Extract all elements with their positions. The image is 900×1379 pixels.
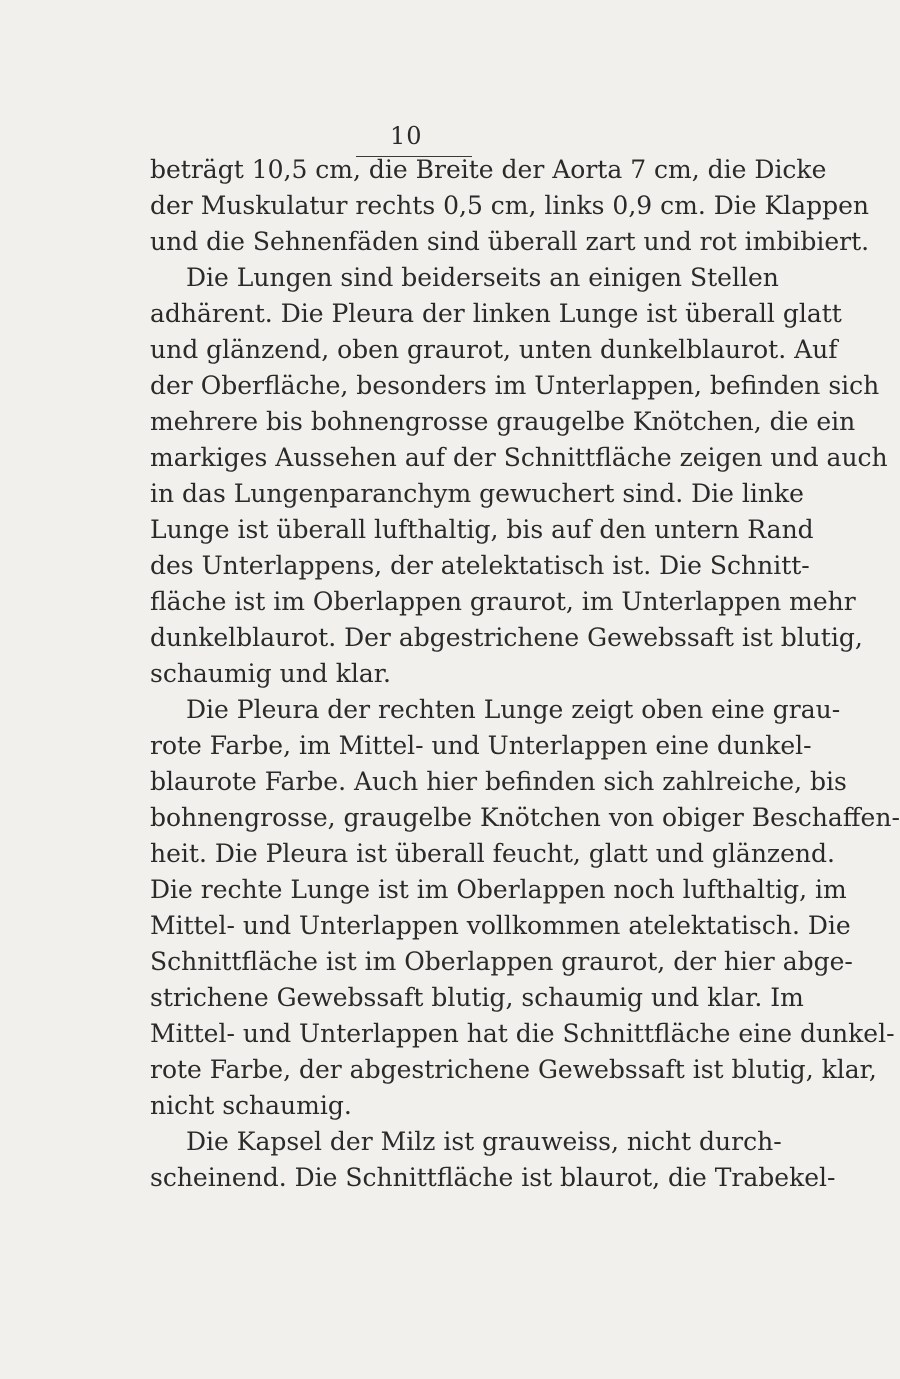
text-line: und die Sehnenfäden sind überall zart und rot imbibiert. <box>150 227 870 256</box>
text-line: markiges Aussehen auf der Schnittfläche zeigen und auch <box>150 443 888 472</box>
text-line: des Unterlappens, der atelektatisch ist. Die Schnitt- <box>150 551 810 580</box>
text-line: Die Kapsel der Milz ist grauweiss, nicht durch- <box>186 1127 782 1156</box>
text-line: Die rechte Lunge ist im Oberlappen noch lufthaltig, im <box>150 875 847 904</box>
text-line: dunkelblaurot. Der abgestrichene Gewebssaft ist blutig, <box>150 623 863 652</box>
text-line: bohnengrosse, graugelbe Knötchen von obiger Beschaffen- <box>150 803 900 832</box>
text-line: rote Farbe, der abgestrichene Gewebssaft ist blutig, klar, <box>150 1055 877 1084</box>
text-line: fläche ist im Oberlappen graurot, im Unterlappen mehr <box>150 587 856 616</box>
text-line: Mittel- und Unterlappen hat die Schnittfläche eine dunkel- <box>150 1019 895 1048</box>
text-line: Mittel- und Unterlappen vollkommen atelektatisch. Die <box>150 911 851 940</box>
text-line: in das Lungenparanchym gewuchert sind. Die linke <box>150 479 804 508</box>
text-line: blaurote Farbe. Auch hier befinden sich zahlreiche, bis <box>150 767 847 796</box>
text-line: Lunge ist überall lufthaltig, bis auf den untern Rand <box>150 515 814 544</box>
text-line: adhärent. Die Pleura der linken Lunge ist überall glatt <box>150 299 842 328</box>
text-line: der Oberfläche, besonders im Unterlappen, befinden sich <box>150 371 880 400</box>
text-line: Die Lungen sind beiderseits an einigen Stellen <box>186 263 779 292</box>
text-line: der Muskulatur rechts 0,5 cm, links 0,9 cm. Die Klappen <box>150 191 869 220</box>
text-line: beträgt 10,5 cm, die Breite der Aorta 7 cm, die Dicke <box>150 155 827 184</box>
text-line: nicht schaumig. <box>150 1091 352 1120</box>
text-line: schaumig und klar. <box>150 659 391 688</box>
text-line: mehrere bis bohnengrosse graugelbe Knötchen, die ein <box>150 407 856 436</box>
text-line: scheinend. Die Schnittfläche ist blaurot, die Trabekel- <box>150 1163 836 1192</box>
text-line: heit. Die Pleura ist überall feucht, glatt und glänzend. <box>150 839 835 868</box>
text-line: strichene Gewebssaft blutig, schaumig und klar. Im <box>150 983 804 1012</box>
text-line: Schnittfläche ist im Oberlappen graurot, der hier abge- <box>150 947 853 976</box>
text-line: Die Pleura der rechten Lunge zeigt oben eine grau- <box>186 695 841 724</box>
text-line: rote Farbe, im Mittel- und Unterlappen eine dunkel- <box>150 731 812 760</box>
text-line: und glänzend, oben graurot, unten dunkelblaurot. Auf <box>150 335 838 364</box>
page-number: 10 <box>390 122 423 150</box>
